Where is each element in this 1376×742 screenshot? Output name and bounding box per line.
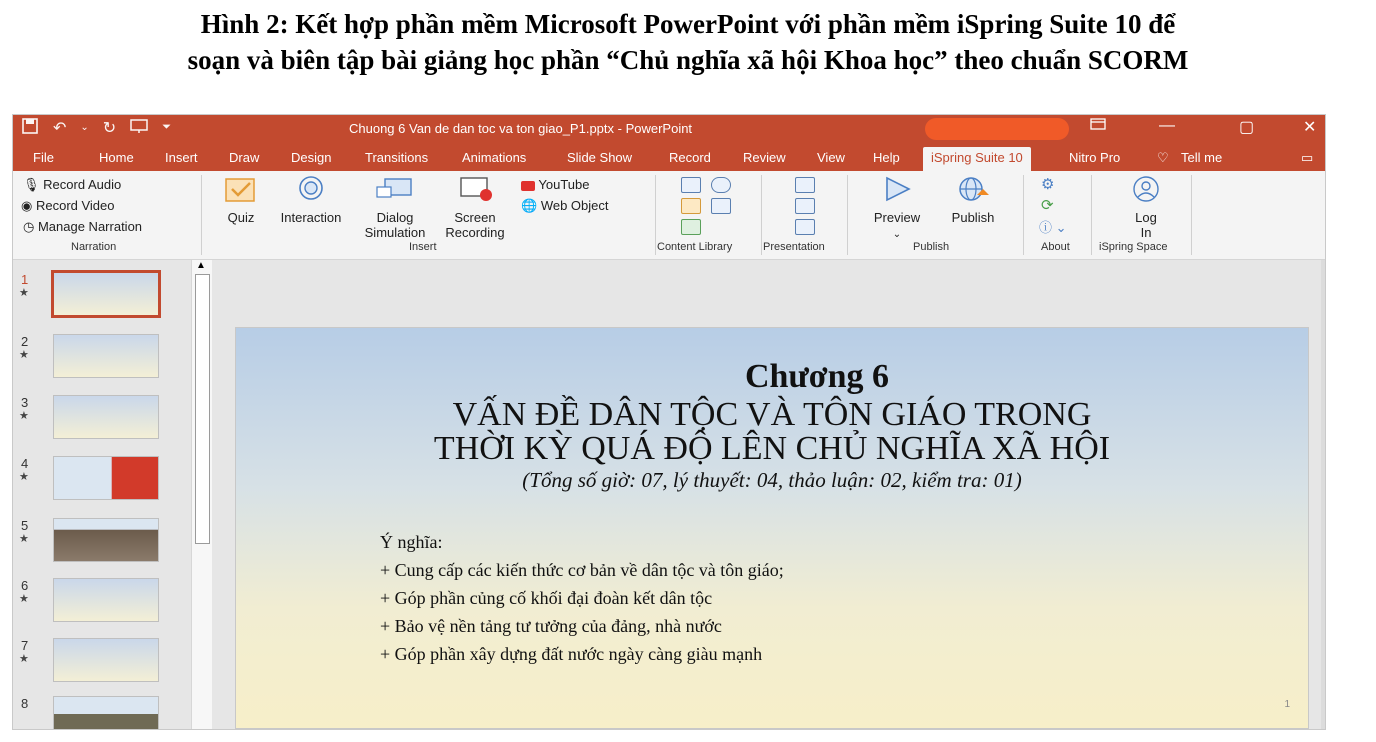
tell-me-search[interactable]: Tell me bbox=[1181, 150, 1223, 165]
clock-icon: ◷ bbox=[23, 219, 35, 234]
webcam-icon: ◉ bbox=[21, 198, 33, 213]
ribbon-tabs bbox=[13, 143, 1325, 171]
dialog-simulation-button[interactable] bbox=[355, 175, 435, 240]
player-settings-icon[interactable] bbox=[795, 219, 815, 235]
ispring-ribbon bbox=[13, 171, 1325, 260]
slide-thumbnails-pane bbox=[13, 260, 213, 729]
user-icon bbox=[1113, 175, 1179, 206]
maximize-icon[interactable]: ▢ bbox=[1239, 119, 1255, 136]
manage-narration-button[interactable] bbox=[23, 219, 142, 235]
slide-body-line: + Góp phần xây dựng đất nước ngày càng giàu mạnh bbox=[380, 644, 763, 664]
redacted-account-area bbox=[925, 118, 1069, 140]
thumbnail-slide-5[interactable] bbox=[13, 518, 203, 578]
slide-subtitle: (Tổng số giờ: 07, lý thuyết: 04, thảo luận: 02, kiểm tra: 01) bbox=[522, 468, 1022, 492]
group-separator bbox=[655, 175, 656, 255]
log-in-button[interactable] bbox=[1113, 175, 1179, 240]
record-video-label: Record Video bbox=[35, 198, 115, 213]
lightbulb-icon: ♡ bbox=[1157, 150, 1169, 165]
slide-thumbnail-image bbox=[53, 395, 159, 439]
thumbnail-slide-7[interactable] bbox=[13, 638, 203, 698]
slide-chapter: Chương 6 bbox=[744, 358, 890, 395]
microphone-icon: 🎙 bbox=[23, 177, 40, 192]
slide-number: 3 bbox=[21, 395, 29, 410]
powerpoint-window bbox=[12, 114, 1326, 730]
star-icon: ★ bbox=[19, 593, 29, 605]
group-separator bbox=[1091, 175, 1092, 255]
slide-number: 2 bbox=[21, 334, 29, 349]
globe-icon: 🌐 bbox=[521, 198, 538, 213]
presentation-group-label: Presentation bbox=[763, 241, 825, 253]
presentation-explorer-icon[interactable] bbox=[795, 177, 815, 193]
document-title: Chuong 6 Van de dan toc va ton giao_P1.pptx - PowerPoint bbox=[349, 121, 693, 136]
slide-body-line: + Góp phần củng cố khối đại đoàn kết dân tộc bbox=[380, 588, 713, 608]
tab-transitions[interactable]: Transitions bbox=[365, 150, 429, 165]
tab-nitro-pro[interactable]: Nitro Pro bbox=[1069, 150, 1121, 165]
interaction-button[interactable] bbox=[271, 175, 351, 225]
youtube-icon bbox=[521, 181, 535, 191]
settings-gear-icon[interactable]: ⚙ bbox=[1041, 176, 1055, 193]
slide-thumbnail-image bbox=[53, 696, 159, 730]
slide-properties-icon[interactable] bbox=[795, 198, 815, 214]
comments-icon[interactable]: ▭ bbox=[1301, 150, 1314, 165]
slide-thumbnail-image bbox=[53, 456, 159, 500]
slide-body-line: + Cung cấp các kiến thức cơ bản về dân tộc và tôn giáo; bbox=[380, 560, 784, 580]
star-icon: ★ bbox=[19, 653, 29, 665]
dialog-icon bbox=[355, 175, 435, 206]
group-separator bbox=[201, 175, 202, 255]
narration-group-label: Narration bbox=[71, 241, 117, 253]
slide-title-line-2: THỜI KỲ QUÁ ĐỘ LÊN CHỦ NGHĨA XÃ HỘI bbox=[433, 430, 1111, 467]
quiz-icon bbox=[221, 175, 261, 206]
screen-label: Screen bbox=[454, 210, 496, 225]
image-icon[interactable] bbox=[681, 219, 701, 235]
screen-recording-icon bbox=[437, 175, 513, 206]
recording-label: Recording bbox=[445, 225, 505, 240]
minimize-icon[interactable]: — bbox=[1159, 117, 1175, 134]
editor-scrollbar[interactable] bbox=[1321, 260, 1325, 729]
slide-thumbnail-image bbox=[53, 334, 159, 378]
quick-access-toolbar bbox=[21, 118, 171, 139]
record-video-button[interactable] bbox=[21, 198, 115, 214]
youtube-label: YouTube bbox=[538, 177, 590, 192]
star-icon: ★ bbox=[19, 287, 29, 299]
slide-body-line: + Bảo vệ nền tảng tư tưởng của đảng, nhà nước bbox=[380, 616, 722, 636]
tab-slide-show[interactable]: Slide Show bbox=[567, 150, 633, 165]
manage-narration-label: Manage Narration bbox=[37, 219, 143, 234]
tab-design[interactable]: Design bbox=[291, 150, 332, 165]
customize-qat-icon[interactable]: ⏷ bbox=[162, 121, 172, 133]
thumbnail-slide-4[interactable] bbox=[13, 456, 203, 516]
star-icon: ★ bbox=[19, 410, 29, 422]
thumbnail-slide-6[interactable] bbox=[13, 578, 203, 638]
tab-animations[interactable]: Animations bbox=[462, 150, 527, 165]
slide-number: 5 bbox=[21, 518, 29, 533]
publish-group-label: Publish bbox=[913, 241, 950, 253]
slide-number: 7 bbox=[21, 638, 29, 653]
record-audio-label: Record Audio bbox=[43, 177, 122, 192]
slide-thumbnail-image bbox=[53, 518, 159, 562]
ispring-space-group-label: iSpring Space bbox=[1099, 241, 1168, 253]
slide-thumbnail-image bbox=[53, 638, 159, 682]
slide-number: 6 bbox=[21, 578, 29, 593]
slide-canvas[interactable] bbox=[235, 327, 1309, 729]
tab-view[interactable]: View bbox=[817, 150, 845, 165]
web-object-button[interactable] bbox=[521, 198, 609, 214]
preview-button[interactable] bbox=[865, 175, 929, 242]
slide-number: 4 bbox=[21, 456, 29, 471]
play-icon bbox=[865, 175, 929, 206]
screen-recording-button[interactable] bbox=[437, 175, 513, 240]
group-separator bbox=[1023, 175, 1024, 255]
slide-number: 8 bbox=[21, 696, 29, 711]
redo-icon[interactable]: ↻ bbox=[102, 120, 117, 137]
star-icon: ★ bbox=[19, 471, 29, 483]
character-icon[interactable] bbox=[681, 177, 701, 193]
web-object-label: Web Object bbox=[540, 198, 609, 213]
scroll-up-icon[interactable]: ▲ bbox=[196, 260, 206, 271]
group-separator bbox=[1191, 175, 1192, 255]
undo-icon[interactable]: ↶ bbox=[53, 120, 67, 137]
youtube-button[interactable] bbox=[521, 177, 589, 192]
slide-thumbnail-image bbox=[51, 270, 161, 318]
tab-ispring-suite[interactable]: iSpring Suite 10 bbox=[923, 147, 1031, 171]
thumbnails-scrollbar[interactable] bbox=[191, 260, 212, 729]
chevron-down-icon: ⌄ bbox=[892, 229, 902, 240]
tab-review[interactable]: Review bbox=[743, 150, 786, 165]
insert-group-label: Insert bbox=[409, 241, 437, 253]
save-icon[interactable] bbox=[21, 118, 39, 139]
slide-body bbox=[380, 528, 784, 668]
caption-line-1: Hình 2: Kết hợp phần mềm Microsoft PowerPoint với phần mềm iSpring Suite 10 để bbox=[200, 9, 1176, 39]
in-label: In bbox=[1140, 225, 1152, 240]
record-audio-button[interactable] bbox=[23, 177, 121, 193]
about-group-label: About bbox=[1041, 241, 1070, 253]
thumbnail-slide-2[interactable] bbox=[13, 334, 203, 394]
title-bar bbox=[13, 115, 1325, 143]
publish-button[interactable] bbox=[941, 175, 1005, 225]
star-icon: ★ bbox=[19, 533, 29, 545]
thumbnail-slide-3[interactable] bbox=[13, 395, 203, 455]
publish-label: Publish bbox=[951, 210, 995, 225]
log-label: Log bbox=[1135, 210, 1157, 225]
ribbon-display-options-icon[interactable] bbox=[1089, 117, 1107, 136]
tab-help[interactable]: Help bbox=[873, 150, 900, 165]
tab-draw[interactable]: Draw bbox=[229, 150, 260, 165]
start-slideshow-icon[interactable] bbox=[130, 118, 148, 139]
tab-record[interactable]: Record bbox=[669, 150, 711, 165]
tab-file[interactable]: File bbox=[33, 150, 54, 165]
close-icon[interactable]: ✕ bbox=[1303, 119, 1317, 136]
preview-label: Preview bbox=[873, 210, 921, 225]
tab-home[interactable]: Home bbox=[99, 150, 134, 165]
caption-line-2: soạn và biên tập bài giảng học phần “Chủ nghĩa xã hội Khoa học” theo chuẩn SCORM bbox=[187, 45, 1189, 75]
slide-title-line-1: VẤN ĐỀ DÂN TỘC VÀ TÔN GIÁO TRONG bbox=[452, 396, 1092, 433]
update-icon[interactable]: ⟳ bbox=[1041, 197, 1054, 214]
slide-number: 1 bbox=[21, 272, 29, 287]
thumbnail-slide-1[interactable] bbox=[13, 272, 203, 332]
scrollbar-thumb[interactable] bbox=[195, 274, 210, 544]
slide-body-line: Ý nghĩa: bbox=[380, 532, 443, 552]
publish-globe-icon bbox=[941, 175, 1005, 206]
interaction-icon bbox=[271, 175, 351, 206]
help-icon[interactable]: ⓘ ⌄ bbox=[1039, 220, 1067, 235]
shortcut-icon[interactable] bbox=[711, 198, 731, 214]
thumbnail-slide-8[interactable] bbox=[13, 696, 203, 730]
content-library-group-label: Content Library bbox=[657, 241, 733, 253]
group-separator bbox=[761, 175, 762, 255]
dialog-label: Dialog bbox=[376, 210, 414, 225]
group-separator bbox=[847, 175, 848, 255]
interaction-label: Interaction bbox=[280, 210, 342, 225]
simulation-label: Simulation bbox=[364, 225, 426, 240]
star-icon: ★ bbox=[19, 349, 29, 361]
slide-thumbnail-image bbox=[53, 578, 159, 622]
slide-page-number: 1 bbox=[1284, 699, 1290, 710]
chevron-down-icon[interactable]: ⌄ bbox=[80, 122, 89, 133]
figure-caption bbox=[0, 0, 1376, 78]
tab-insert[interactable]: Insert bbox=[165, 150, 198, 165]
quiz-label: Quiz bbox=[227, 210, 255, 225]
templates-icon[interactable] bbox=[681, 198, 701, 214]
quiz-button[interactable] bbox=[221, 175, 261, 225]
people-icon[interactable] bbox=[711, 177, 731, 193]
